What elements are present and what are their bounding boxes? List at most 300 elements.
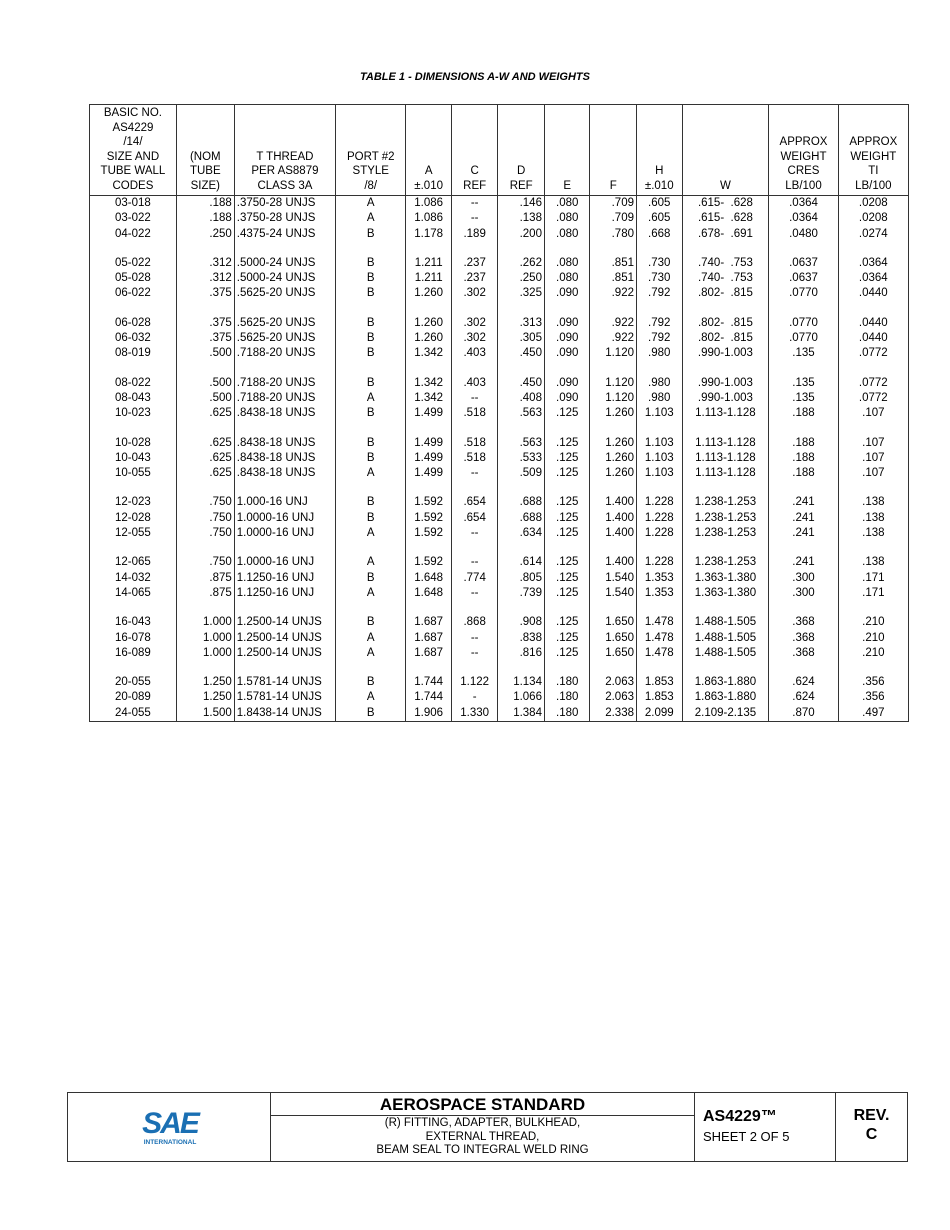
spacer-cell xyxy=(451,481,498,495)
spacer-cell xyxy=(498,362,545,376)
table-cell: 1.648 xyxy=(406,571,452,586)
spacer-cell xyxy=(637,242,683,256)
table-cell: .500 xyxy=(176,391,234,406)
table-cell: 1.650 xyxy=(590,631,637,646)
table-cell: .250 xyxy=(176,227,234,242)
spacer-cell xyxy=(838,422,908,436)
table-cell: .0364 xyxy=(838,271,908,286)
table-cell: .0440 xyxy=(838,331,908,346)
spacer-cell xyxy=(234,302,335,316)
table-cell: .171 xyxy=(838,586,908,601)
spacer-cell xyxy=(682,541,769,555)
table-cell: .356 xyxy=(838,690,908,705)
table-cell: .563 xyxy=(498,436,545,451)
table-cell: 1.540 xyxy=(590,571,637,586)
table-cell: 1.863-1.880 xyxy=(682,690,769,705)
table-cell: 1.744 xyxy=(406,675,452,690)
table-cell: .7188-20 UNJS xyxy=(234,376,335,391)
table-cell: A xyxy=(336,631,406,646)
table-row xyxy=(90,331,909,346)
spacer-cell xyxy=(176,422,234,436)
table-cell: .625 xyxy=(176,436,234,451)
spacer-cell xyxy=(406,422,452,436)
table-cell: .739 xyxy=(498,586,545,601)
table-cell: .125 xyxy=(544,586,590,601)
table-cell: 1.353 xyxy=(637,571,683,586)
table-row xyxy=(90,376,909,391)
table-cell: .0770 xyxy=(769,331,838,346)
table-cell: .624 xyxy=(769,675,838,690)
spacer-cell xyxy=(544,601,590,615)
table-cell: - xyxy=(451,690,498,705)
spacer-cell xyxy=(336,481,406,495)
table-cell: .250 xyxy=(498,271,545,286)
spacer-cell xyxy=(590,481,637,495)
table-cell: .0274 xyxy=(838,227,908,242)
table-cell: .792 xyxy=(637,331,683,346)
table-cell: 1.8438-14 UNJS xyxy=(234,706,335,722)
spacer-cell xyxy=(498,481,545,495)
revision-value: C xyxy=(865,1126,878,1143)
table-cell: 1.260 xyxy=(406,316,452,331)
table-cell: .5625-20 UNJS xyxy=(234,316,335,331)
table-cell: 1.384 xyxy=(498,706,545,722)
column-header: (NOM TUBE SIZE) xyxy=(176,105,234,196)
table-cell: 2.338 xyxy=(590,706,637,722)
table-cell: .922 xyxy=(590,286,637,301)
table-cell: .605 xyxy=(637,196,683,212)
spacer-cell xyxy=(234,601,335,615)
spacer-cell xyxy=(637,362,683,376)
table-cell: .135 xyxy=(769,376,838,391)
spacer-cell xyxy=(838,302,908,316)
spacer-cell xyxy=(176,302,234,316)
table-cell: 1.500 xyxy=(176,706,234,722)
spacer-cell xyxy=(498,422,545,436)
table-cell: .125 xyxy=(544,646,590,661)
group-spacer xyxy=(90,422,909,436)
table-cell: 16-089 xyxy=(90,646,177,661)
table-cell: .3750-28 UNJS xyxy=(234,211,335,226)
spacer-cell xyxy=(769,661,838,675)
table-cell: .509 xyxy=(498,466,545,481)
table-cell: .730 xyxy=(637,271,683,286)
table-cell: 1.120 xyxy=(590,376,637,391)
spacer-cell xyxy=(90,601,177,615)
table-cell: .125 xyxy=(544,555,590,570)
spacer-cell xyxy=(90,661,177,675)
table-cell: .688 xyxy=(498,511,545,526)
table-cell: B xyxy=(336,286,406,301)
table-cell: B xyxy=(336,406,406,421)
title-block xyxy=(67,1092,908,1162)
table-cell: .262 xyxy=(498,256,545,271)
table-cell: 1.478 xyxy=(637,615,683,630)
spacer-cell xyxy=(406,242,452,256)
table-cell: 16-078 xyxy=(90,631,177,646)
standard-description xyxy=(271,1116,694,1158)
table-row xyxy=(90,466,909,481)
table-cell: -- xyxy=(451,391,498,406)
table-row xyxy=(90,675,909,690)
spacer-cell xyxy=(544,541,590,555)
spacer-cell xyxy=(176,661,234,675)
table-cell: 1.000 xyxy=(176,631,234,646)
logo-text: SAE xyxy=(142,1107,198,1140)
spacer-cell xyxy=(838,481,908,495)
table-cell: 1.228 xyxy=(637,511,683,526)
table-cell: 1.400 xyxy=(590,511,637,526)
spacer-cell xyxy=(234,541,335,555)
column-header: C REF xyxy=(451,105,498,196)
table-cell: 1.478 xyxy=(637,646,683,661)
spacer-cell xyxy=(176,481,234,495)
table-cell: -- xyxy=(451,646,498,661)
column-header: PORT #2 STYLE /8/ xyxy=(336,105,406,196)
group-spacer xyxy=(90,362,909,376)
table-cell: .816 xyxy=(498,646,545,661)
table-cell: .375 xyxy=(176,316,234,331)
description-line: (R) FITTING, ADAPTER, BULKHEAD, xyxy=(384,1117,581,1129)
table-cell: .614 xyxy=(498,555,545,570)
table-cell: 1.2500-14 UNJS xyxy=(234,631,335,646)
table-cell: 1.000-16 UNJ xyxy=(234,495,335,510)
table-row xyxy=(90,316,909,331)
table-cell: 1.342 xyxy=(406,376,452,391)
table-cell: .188 xyxy=(176,211,234,226)
table-cell: .138 xyxy=(498,211,545,226)
table-cell: .605 xyxy=(637,211,683,226)
table-row xyxy=(90,406,909,421)
table-cell: -- xyxy=(451,196,498,212)
table-cell: 1.103 xyxy=(637,466,683,481)
table-cell: 14-032 xyxy=(90,571,177,586)
spacer-cell xyxy=(769,541,838,555)
table-cell: .135 xyxy=(769,346,838,361)
table-cell: -- xyxy=(451,586,498,601)
table-cell: .802- .815 xyxy=(682,286,769,301)
table-cell: .356 xyxy=(838,675,908,690)
table-row xyxy=(90,571,909,586)
table-cell: 1.330 xyxy=(451,706,498,722)
table-cell: B xyxy=(336,316,406,331)
standard-heading: AEROSPACE STANDARD xyxy=(271,1093,694,1116)
column-header: APPROX WEIGHT TI LB/100 xyxy=(838,105,908,196)
spacer-cell xyxy=(590,541,637,555)
table-cell: .518 xyxy=(451,436,498,451)
table-cell: 1.211 xyxy=(406,271,452,286)
table-cell: 12-055 xyxy=(90,526,177,541)
table-cell: .990-1.003 xyxy=(682,391,769,406)
spacer-cell xyxy=(544,481,590,495)
table-cell: -- xyxy=(451,631,498,646)
column-header: D REF xyxy=(498,105,545,196)
table-cell: .188 xyxy=(769,451,838,466)
table-cell: .125 xyxy=(544,436,590,451)
table-cell: 1.540 xyxy=(590,586,637,601)
table-cell: .0208 xyxy=(838,196,908,212)
table-cell: .518 xyxy=(451,451,498,466)
table-cell: .408 xyxy=(498,391,545,406)
table-cell: A xyxy=(336,555,406,570)
spacer-cell xyxy=(498,661,545,675)
table-cell: .375 xyxy=(176,286,234,301)
table-row xyxy=(90,706,909,722)
table-cell: .090 xyxy=(544,376,590,391)
logo-cell xyxy=(68,1093,271,1161)
table-cell: .654 xyxy=(451,495,498,510)
table-cell: 1.238-1.253 xyxy=(682,526,769,541)
table-cell: .0440 xyxy=(838,286,908,301)
spacer-cell xyxy=(544,242,590,256)
table-cell: .634 xyxy=(498,526,545,541)
table-cell: 24-055 xyxy=(90,706,177,722)
table-cell: .090 xyxy=(544,391,590,406)
group-spacer xyxy=(90,302,909,316)
table-row xyxy=(90,631,909,646)
spacer-cell xyxy=(590,242,637,256)
document-number: AS4229™ xyxy=(703,1108,777,1125)
column-header: E xyxy=(544,105,590,196)
table-cell: 1.228 xyxy=(637,555,683,570)
spacer-cell xyxy=(336,422,406,436)
table-cell: 20-055 xyxy=(90,675,177,690)
table-cell: .125 xyxy=(544,511,590,526)
table-cell: .908 xyxy=(498,615,545,630)
spacer-cell xyxy=(838,541,908,555)
table-cell: .138 xyxy=(838,555,908,570)
table-cell: .0364 xyxy=(769,211,838,226)
spacer-cell xyxy=(498,302,545,316)
table-row xyxy=(90,555,909,570)
spacer-cell xyxy=(838,242,908,256)
table-cell: 1.400 xyxy=(590,526,637,541)
table-header-row xyxy=(90,105,909,196)
table-cell: 1.260 xyxy=(590,406,637,421)
table-row xyxy=(90,391,909,406)
table-cell: 04-022 xyxy=(90,227,177,242)
spacer-cell xyxy=(406,362,452,376)
table-cell: A xyxy=(336,466,406,481)
group-spacer xyxy=(90,661,909,675)
table-cell: .090 xyxy=(544,346,590,361)
table-cell: 1.228 xyxy=(637,526,683,541)
table-cell: 1.853 xyxy=(637,675,683,690)
table-cell: 08-019 xyxy=(90,346,177,361)
table-cell: .188 xyxy=(769,436,838,451)
table-cell: .0770 xyxy=(769,316,838,331)
table-cell: .922 xyxy=(590,331,637,346)
table-cell: 12-065 xyxy=(90,555,177,570)
table-cell: 1.687 xyxy=(406,646,452,661)
table-cell: .497 xyxy=(838,706,908,722)
table-cell: 1.353 xyxy=(637,586,683,601)
table-cell: 20-089 xyxy=(90,690,177,705)
table-cell: A xyxy=(336,391,406,406)
table-cell: 1.342 xyxy=(406,391,452,406)
spacer-cell xyxy=(544,661,590,675)
table-cell: .0440 xyxy=(838,316,908,331)
table-cell: 1.488-1.505 xyxy=(682,646,769,661)
table-cell: .210 xyxy=(838,631,908,646)
table-row xyxy=(90,436,909,451)
table-cell: .080 xyxy=(544,196,590,212)
table-cell: 1.1250-16 UNJ xyxy=(234,586,335,601)
table-cell: 12-028 xyxy=(90,511,177,526)
dimensions-table xyxy=(89,104,909,722)
description-line: BEAM SEAL TO INTEGRAL WELD RING xyxy=(376,1144,589,1156)
table-cell: B xyxy=(336,271,406,286)
spacer-cell xyxy=(90,302,177,316)
spacer-cell xyxy=(336,362,406,376)
table-cell: 1.906 xyxy=(406,706,452,722)
table-cell: .8438-18 UNJS xyxy=(234,466,335,481)
table-cell: 1.687 xyxy=(406,631,452,646)
table-cell: 1.0000-16 UNJ xyxy=(234,511,335,526)
table-cell: 1.1250-16 UNJ xyxy=(234,571,335,586)
spacer-cell xyxy=(590,661,637,675)
document-cell xyxy=(695,1093,836,1161)
table-cell: 1.238-1.253 xyxy=(682,495,769,510)
column-header: APPROX WEIGHT CRES LB/100 xyxy=(769,105,838,196)
table-cell: .241 xyxy=(769,555,838,570)
table-cell: .107 xyxy=(838,451,908,466)
table-cell: 1.250 xyxy=(176,690,234,705)
table-cell: 1.488-1.505 xyxy=(682,631,769,646)
table-cell: .615- .628 xyxy=(682,196,769,212)
table-cell: .180 xyxy=(544,675,590,690)
table-cell: .5000-24 UNJS xyxy=(234,271,335,286)
table-cell: B xyxy=(336,706,406,722)
spacer-cell xyxy=(637,422,683,436)
table-cell: B xyxy=(336,256,406,271)
table-row xyxy=(90,586,909,601)
table-cell: .980 xyxy=(637,391,683,406)
sheet-number: SHEET 2 OF 5 xyxy=(703,1129,790,1144)
table-cell: 1.863-1.880 xyxy=(682,675,769,690)
table-cell: .325 xyxy=(498,286,545,301)
table-cell: .688 xyxy=(498,495,545,510)
table-cell: .802- .815 xyxy=(682,316,769,331)
spacer-cell xyxy=(590,302,637,316)
table-cell: .8438-18 UNJS xyxy=(234,451,335,466)
table-cell: 12-023 xyxy=(90,495,177,510)
spacer-cell xyxy=(90,242,177,256)
table-cell: 1.120 xyxy=(590,346,637,361)
table-cell: .241 xyxy=(769,495,838,510)
table-cell: .375 xyxy=(176,331,234,346)
table-cell: 1.400 xyxy=(590,555,637,570)
table-cell: B xyxy=(336,675,406,690)
table-cell: 1.592 xyxy=(406,526,452,541)
spacer-cell xyxy=(336,541,406,555)
table-cell: .450 xyxy=(498,376,545,391)
table-cell: 1.066 xyxy=(498,690,545,705)
spacer-cell xyxy=(176,541,234,555)
table-cell: .7188-20 UNJS xyxy=(234,391,335,406)
table-cell: 06-022 xyxy=(90,286,177,301)
spacer-cell xyxy=(90,422,177,436)
spacer-cell xyxy=(406,541,452,555)
table-cell: .774 xyxy=(451,571,498,586)
table-cell: .368 xyxy=(769,631,838,646)
table-cell: 1.592 xyxy=(406,495,452,510)
spacer-cell xyxy=(406,601,452,615)
table-cell: .125 xyxy=(544,451,590,466)
table-cell: .138 xyxy=(838,526,908,541)
table-cell: 1.134 xyxy=(498,675,545,690)
table-cell: 1.000 xyxy=(176,646,234,661)
table-cell: .241 xyxy=(769,511,838,526)
table-cell: 1.238-1.253 xyxy=(682,555,769,570)
table-cell: 1.853 xyxy=(637,690,683,705)
spacer-cell xyxy=(769,302,838,316)
table-cell: 1.744 xyxy=(406,690,452,705)
table-cell: 1.592 xyxy=(406,511,452,526)
spacer-cell xyxy=(498,601,545,615)
table-cell: .305 xyxy=(498,331,545,346)
table-cell: .980 xyxy=(637,346,683,361)
table-cell: 1.120 xyxy=(590,391,637,406)
table-cell: .875 xyxy=(176,571,234,586)
spacer-cell xyxy=(769,422,838,436)
table-cell: .5625-20 UNJS xyxy=(234,286,335,301)
table-cell: .450 xyxy=(498,346,545,361)
table-cell: A xyxy=(336,646,406,661)
table-cell: 1.113-1.128 xyxy=(682,436,769,451)
table-cell: .0480 xyxy=(769,227,838,242)
table-cell: .188 xyxy=(769,406,838,421)
title-cell xyxy=(271,1093,695,1161)
spacer-cell xyxy=(544,362,590,376)
spacer-cell xyxy=(838,362,908,376)
table-cell: .210 xyxy=(838,615,908,630)
table-cell: .107 xyxy=(838,436,908,451)
table-cell: .090 xyxy=(544,286,590,301)
table-cell: .5625-20 UNJS xyxy=(234,331,335,346)
table-cell: .990-1.003 xyxy=(682,376,769,391)
table-cell: .200 xyxy=(498,227,545,242)
table-cell: .740- .753 xyxy=(682,256,769,271)
spacer-cell xyxy=(451,422,498,436)
table-cell: 1.260 xyxy=(590,436,637,451)
table-cell: 10-043 xyxy=(90,451,177,466)
revision-cell xyxy=(836,1093,907,1161)
column-header: T THREAD PER AS8879 CLASS 3A xyxy=(234,105,335,196)
table-cell: .922 xyxy=(590,316,637,331)
table-cell: B xyxy=(336,436,406,451)
table-cell: .0772 xyxy=(838,376,908,391)
table-cell: .730 xyxy=(637,256,683,271)
table-cell: .533 xyxy=(498,451,545,466)
table-cell: 1.103 xyxy=(637,436,683,451)
table-cell: 1.113-1.128 xyxy=(682,451,769,466)
table-cell: B xyxy=(336,571,406,586)
table-cell: .851 xyxy=(590,271,637,286)
table-cell: B xyxy=(336,615,406,630)
table-cell: 1.400 xyxy=(590,495,637,510)
table-row xyxy=(90,690,909,705)
spacer-cell xyxy=(406,661,452,675)
table-cell: .7188-20 UNJS xyxy=(234,346,335,361)
table-row xyxy=(90,271,909,286)
table-cell: .368 xyxy=(769,615,838,630)
table-cell: 08-043 xyxy=(90,391,177,406)
table-cell: 1.0000-16 UNJ xyxy=(234,555,335,570)
spacer-cell xyxy=(590,362,637,376)
table-cell: .518 xyxy=(451,406,498,421)
table-cell: .312 xyxy=(176,256,234,271)
